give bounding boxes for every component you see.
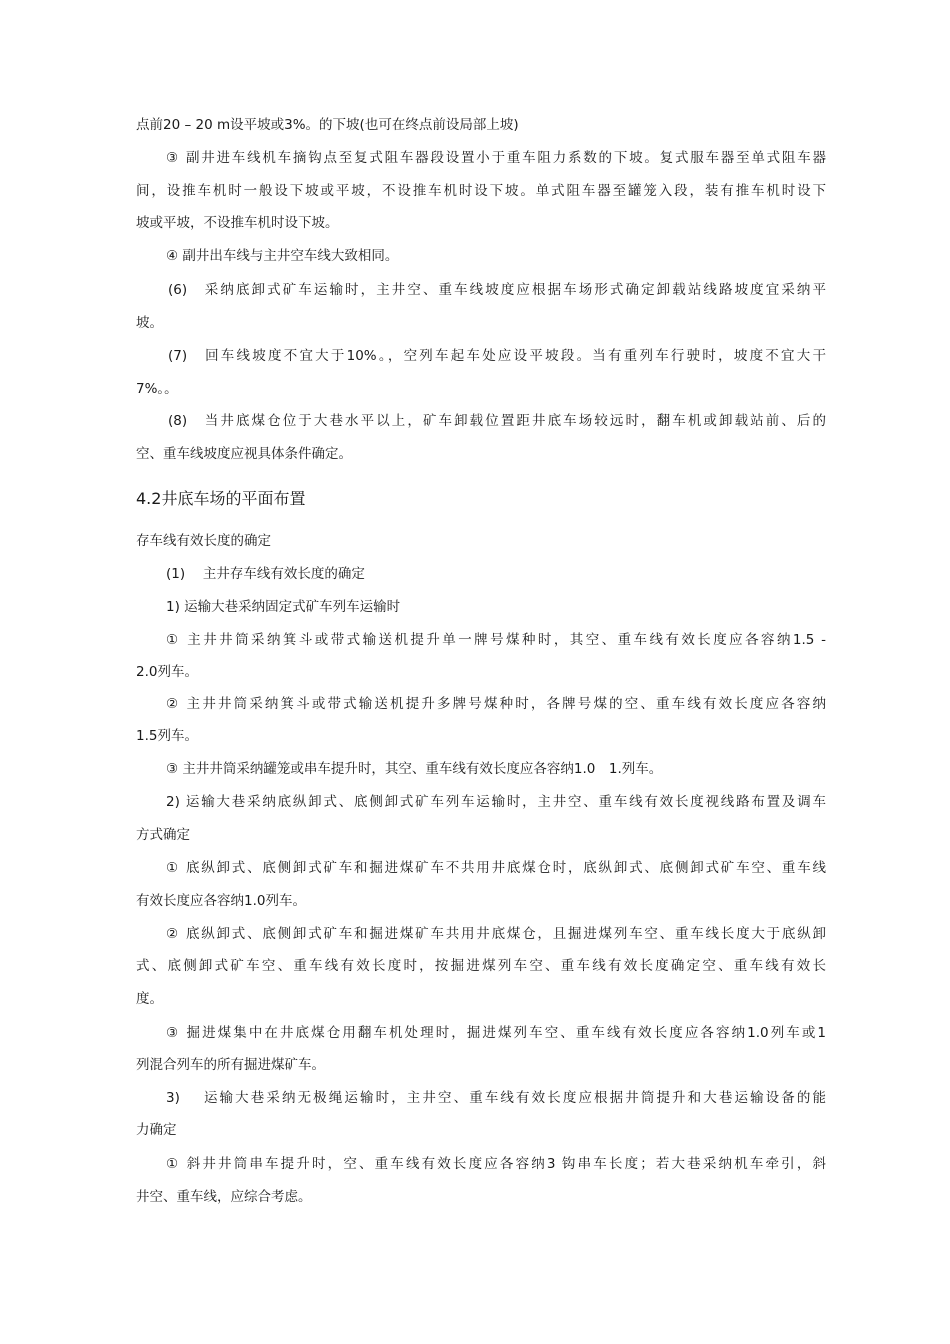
text-line: 点前20 – 20 m设平坡或3%。的下坡(也可在终点前设局部上坡) <box>136 117 519 133</box>
section-heading: 4.2井底车场的平面布置 <box>136 489 306 508</box>
text-line: (1) 主井存车线有效长度的确定 <box>166 566 365 582</box>
text-line: 方式确定 <box>136 827 190 843</box>
text-line: ① 底纵卸式、底侧卸式矿车和掘进煤矿车不共用井底煤仓时，底纵卸式、底侧卸式矿车空、重车线 <box>166 860 826 876</box>
text-line: 度。 <box>136 991 163 1007</box>
text-line: ③ 副井进车线机车摘钩点至复式阻车器段设置小于重车阻力系数的下坡。复式服车器至单式阻车器 <box>166 150 826 166</box>
text-line: (7) 回车线坡度不宜大于10%。，空列车起车处应设平坡段。当有重列车行驶时，坡度不宜大干 <box>168 348 826 364</box>
text-line: 3) 运输大巷采纳无极绳运输时，主井空、重车线有效长度应根据井筒提升和大巷运输设备的能 <box>166 1090 826 1106</box>
text-line: 空、重车线坡度应视具体条件确定。 <box>136 446 352 462</box>
text-line: 坡或平坡，不设推车机时设下坡。 <box>136 215 339 231</box>
text-line: 井空、重车线，应综合考虑。 <box>136 1189 312 1205</box>
text-line: 存车线有效长度的确定 <box>136 533 271 549</box>
text-line: 力确定 <box>136 1122 177 1138</box>
text-line: ① 主井井筒采纳箕斗或带式输送机提升单一牌号煤种时，其空、重车线有效长度应各容纳1.5 - <box>166 632 826 648</box>
text-line: ④ 副井出车线与主井空车线大致相同。 <box>166 248 399 264</box>
text-line: ③ 掘进煤集中在井底煤仓用翻车机处理时，掘进煤列车空、重车线有效长度应各容纳1.0列车或1 <box>166 1025 826 1041</box>
text-line: 2.0列车。 <box>136 664 198 680</box>
text-line: 坡。 <box>136 315 163 331</box>
text-line: 间，设推车机时一般设下坡或平坡，不设推车机时设下坡。单式阻车器至罐笼入段，装有推车机时设下 <box>136 183 826 199</box>
text-line: (6) 采纳底卸式矿车运输时，主井空、重车线坡度应根据车场形式确定卸载站线路坡度宜采纳平 <box>168 282 826 298</box>
text-line: 1.5列车。 <box>136 728 198 744</box>
text-line: 列混合列车的所有掘进煤矿车。 <box>136 1057 325 1073</box>
text-line: (8) 当井底煤仓位于大巷水平以上，矿车卸载位置距井底车场较远时，翻车机或卸载站前、后的 <box>168 413 826 429</box>
text-line: 式、底侧卸式矿车空、重车线有效长度时，按掘进煤列车空、重车线有效长度确定空、重车线有效长 <box>136 958 826 974</box>
text-line: ② 主井井筒采纳箕斗或带式输送机提升多牌号煤种时，各牌号煤的空、重车线有效长度应各容纳 <box>166 696 826 712</box>
text-line: ③ 主井井筒采纳罐笼或串车提升时，其空、重车线有效长度应各容纳1.0 1.列车。 <box>166 761 663 777</box>
text-line: 有效长度应各容纳1.0列车。 <box>136 893 306 909</box>
text-line: 2) 运输大巷采纳底纵卸式、底侧卸式矿车列车运输时，主井空、重车线有效长度视线路布置及调车 <box>166 794 826 810</box>
text-line: ① 斜井井筒串车提升时，空、重车线有效长度应各容纳3 钩串车长度；若大巷采纳机车牵引，斜 <box>166 1156 826 1172</box>
text-line: 7%。。 <box>136 381 178 397</box>
text-line: 1) 运输大巷采纳固定式矿车列车运输时 <box>166 599 401 615</box>
text-line: ② 底纵卸式、底侧卸式矿车和掘进煤矿车共用井底煤仓，且掘进煤列车空、重车线长度大于底纵卸 <box>166 926 826 942</box>
